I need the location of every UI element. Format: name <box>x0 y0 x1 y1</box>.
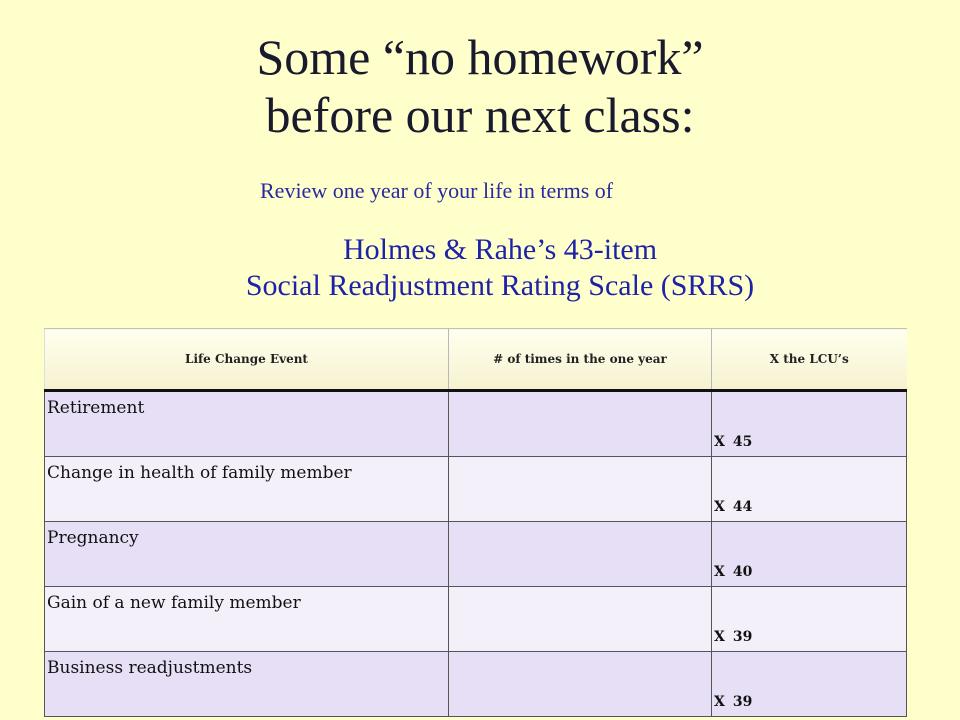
table-row <box>45 652 907 717</box>
slide-title <box>0 28 960 144</box>
lcu-cell <box>712 587 907 652</box>
event-cell: Business readjustments <box>45 652 449 717</box>
srrs-table <box>44 328 906 717</box>
times-cell[interactable] <box>449 457 712 522</box>
multiply-label: X <box>714 629 725 645</box>
table-row <box>45 522 907 587</box>
lcu-value: 39 <box>732 629 753 645</box>
times-cell[interactable] <box>449 587 712 652</box>
title-line-1: Some “no homework” <box>256 29 704 85</box>
multiply-label: X <box>714 434 725 450</box>
multiply-label: X <box>714 564 725 580</box>
scale-name-line-2: Social Readjustment Rating Scale (SRRS) <box>245 269 755 302</box>
lcu-cell <box>712 391 907 457</box>
lcu-cell <box>712 457 907 522</box>
event-cell: Change in health of family member <box>45 457 449 522</box>
event-cell: Gain of a new family member <box>45 587 449 652</box>
header-lcu: X the LCU’s <box>712 329 907 391</box>
event-cell: Retirement <box>45 391 449 457</box>
times-cell[interactable] <box>449 522 712 587</box>
table-row <box>45 457 907 522</box>
lcu-value: 39 <box>732 694 753 710</box>
scale-name <box>0 232 960 304</box>
times-cell[interactable] <box>449 652 712 717</box>
subtitle: Review one year of your life in terms of <box>260 178 614 203</box>
table-header-row <box>45 329 907 391</box>
header-life-change-event: Life Change Event <box>45 329 449 391</box>
title-line-2: before our next class: <box>265 87 695 143</box>
lcu-value: 40 <box>732 564 753 580</box>
times-cell[interactable] <box>449 391 712 457</box>
header-times: # of times in the one year <box>449 329 712 391</box>
lcu-value: 44 <box>732 499 753 515</box>
lcu-cell <box>712 522 907 587</box>
table-row <box>45 587 907 652</box>
table-row <box>45 391 907 457</box>
multiply-label: X <box>714 499 725 515</box>
lcu-cell <box>712 652 907 717</box>
multiply-label: X <box>714 694 725 710</box>
event-cell: Pregnancy <box>45 522 449 587</box>
scale-name-line-1: Holmes & Rahe’s 43-item <box>342 233 658 266</box>
lcu-value: 45 <box>732 434 753 450</box>
